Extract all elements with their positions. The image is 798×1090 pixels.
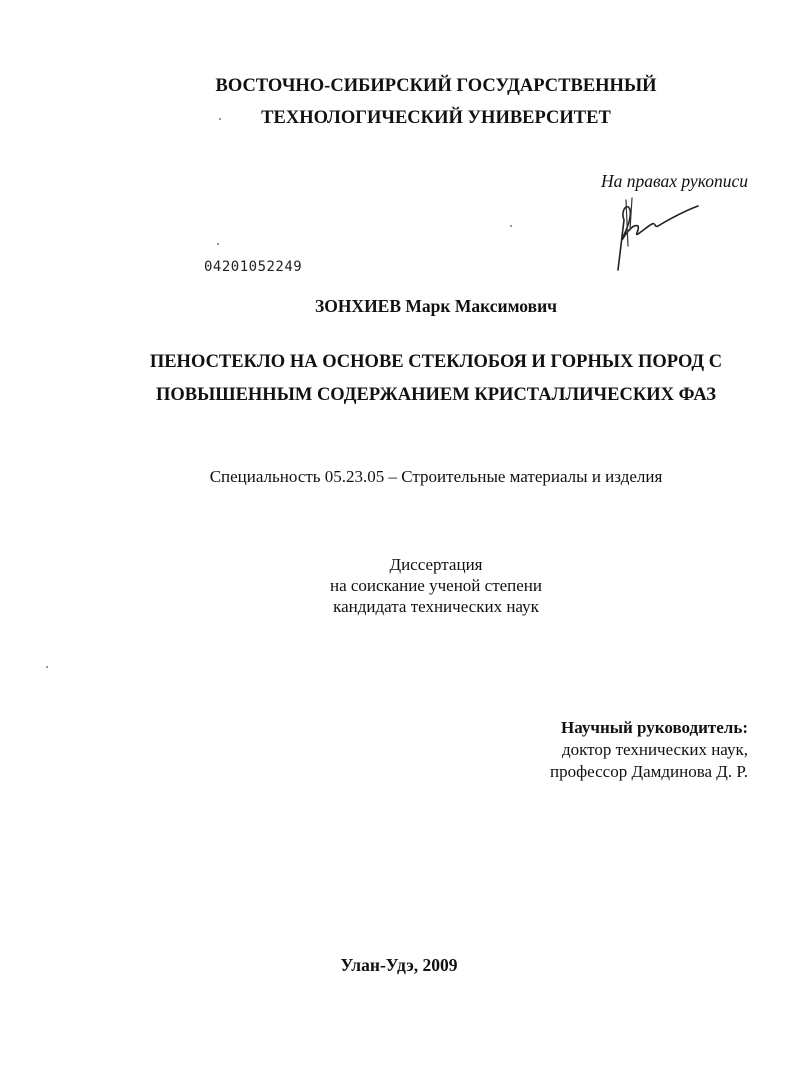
supervisor-name: профессор Дамдинова Д. Р. xyxy=(550,762,748,781)
scan-speck xyxy=(46,666,48,668)
supervisor-degree: доктор технических наук, xyxy=(561,740,748,759)
dissertation-label: Диссертация xyxy=(389,555,483,574)
supervisor-heading: Научный руководитель: xyxy=(561,718,748,737)
dissertation-title-line-1: ПЕНОСТЕКЛО НА ОСНОВЕ СТЕКЛОБОЯ И ГОРНЫХ ПОРОД С xyxy=(149,352,723,372)
specialty-line: Специальность 05.23.05 – Строительные материалы и изделия xyxy=(209,467,663,486)
catalog-number: 04201052249 xyxy=(204,259,303,275)
manuscript-rights-note: На правах рукописи xyxy=(601,171,748,191)
dissertation-title-line-2: ПОВЫШЕННЫМ СОДЕРЖАНИЕМ КРИСТАЛЛИЧЕСКИХ ФАЗ xyxy=(155,385,717,405)
city-year: Улан-Удэ, 2009 xyxy=(340,955,458,975)
signature-image xyxy=(610,190,710,272)
scan-speck xyxy=(217,243,219,245)
scan-speck xyxy=(219,118,221,120)
degree-purpose-line: на соискание ученой степени xyxy=(329,576,543,595)
degree-name-line: кандидата технических наук xyxy=(333,597,539,616)
scan-speck xyxy=(510,225,512,227)
author-name: ЗОНХИЕВ Марк Максимович xyxy=(314,296,558,316)
university-name-line-1: ВОСТОЧНО-СИБИРСКИЙ ГОСУДАРСТВЕННЫЙ xyxy=(215,76,657,96)
university-name-line-2: ТЕХНОЛОГИЧЕСКИЙ УНИВЕРСИТЕТ xyxy=(261,108,611,128)
